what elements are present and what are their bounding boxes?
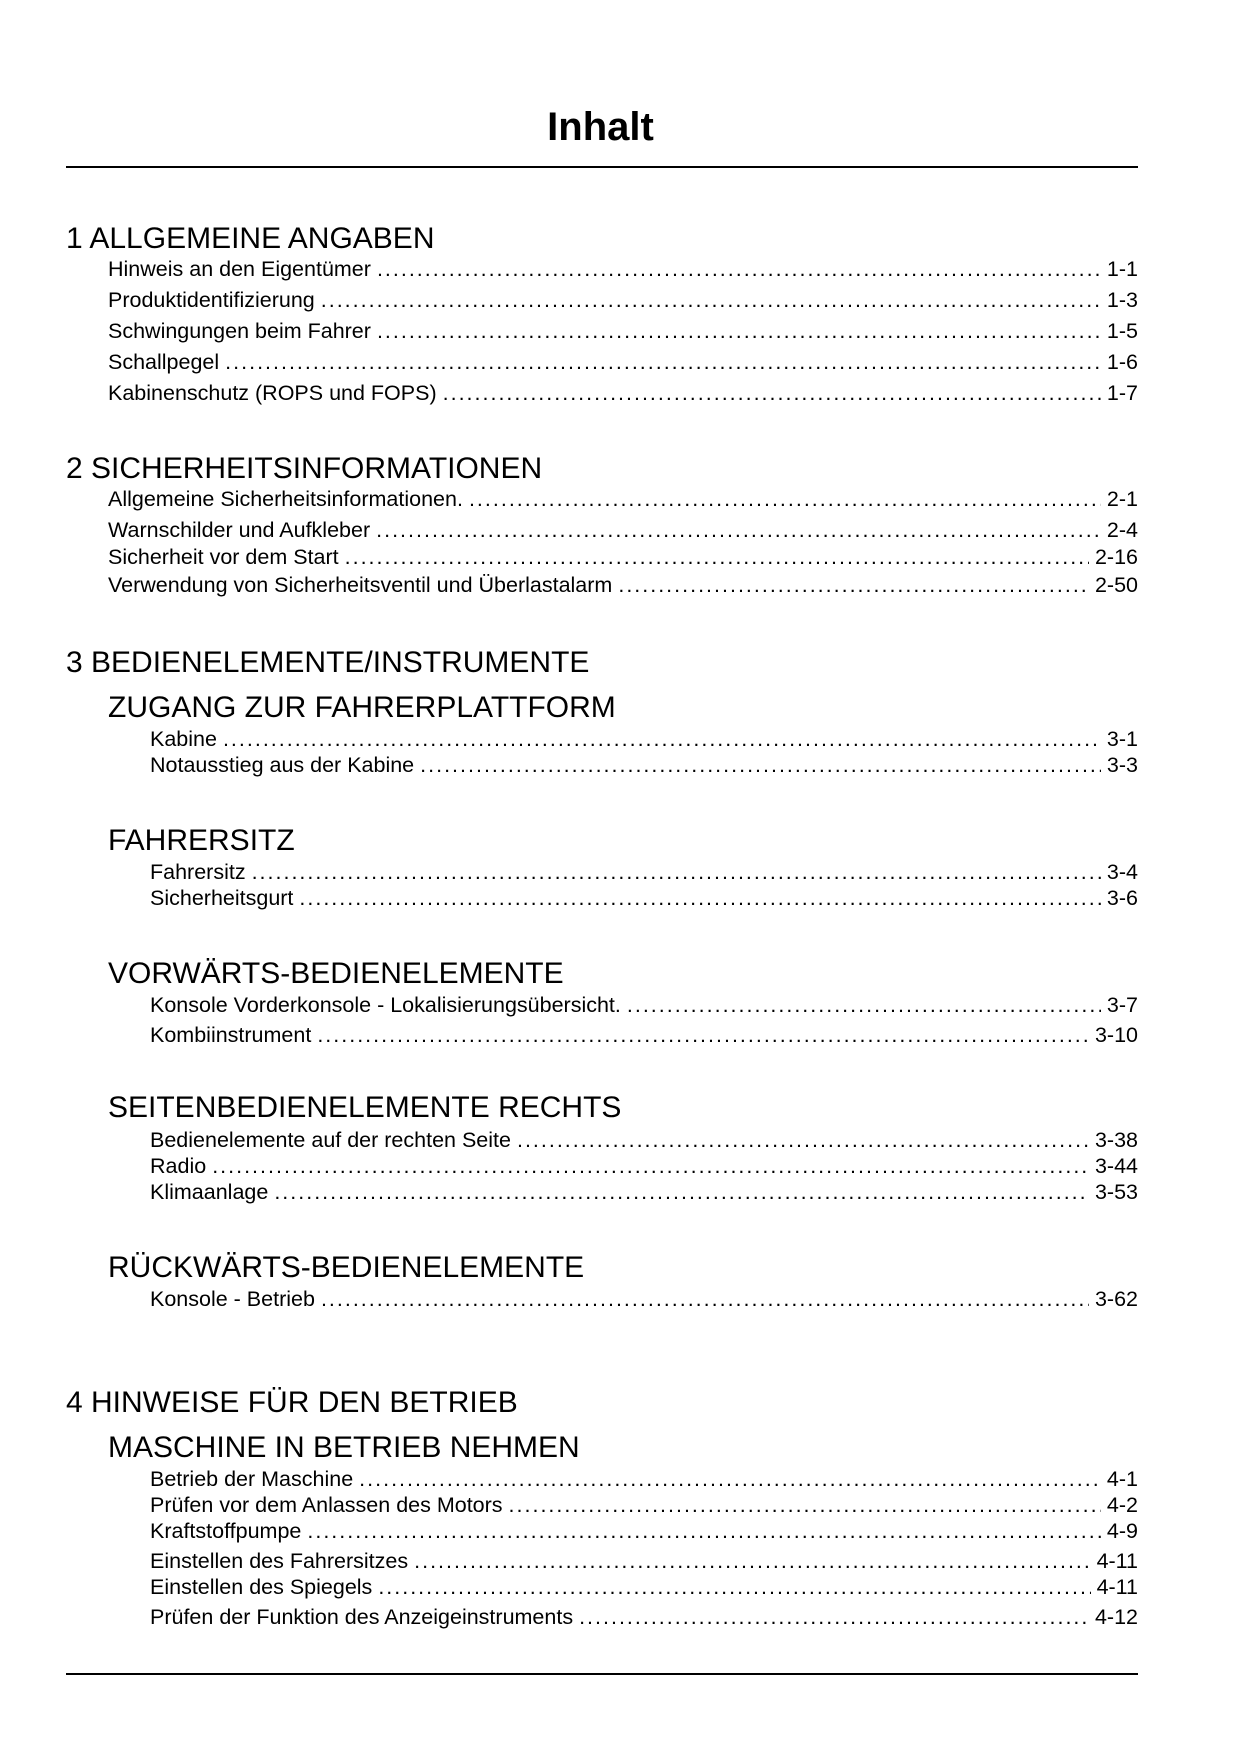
dot-leader (376, 517, 1101, 543)
section-heading: RÜCKWÄRTS-BEDIENELEMENTE (108, 1251, 585, 1284)
dot-leader (359, 1466, 1101, 1492)
toc-entry[interactable] (150, 1604, 1138, 1630)
toc-entry-label: Radio (150, 1154, 207, 1178)
section-heading: VORWÄRTS-BEDIENELEMENTE (108, 957, 564, 990)
toc-page-number: 2-16 (1094, 545, 1138, 569)
toc-page-number: 1-3 (1106, 288, 1138, 312)
toc-entry-label: Klimaanlage (150, 1180, 269, 1204)
toc-page-number: 4-11 (1096, 1575, 1138, 1599)
toc-page-number: 4-1 (1106, 1467, 1138, 1491)
dot-leader (509, 1492, 1101, 1518)
toc-entry[interactable] (150, 1179, 1138, 1205)
toc-entry-label: Verwendung von Sicherheitsventil und Überlastalarm (108, 573, 613, 597)
chapter-heading: 2 SICHERHEITSINFORMATIONEN (66, 452, 543, 485)
toc-entry-label: Kabine (150, 727, 217, 751)
toc-entry-label: Sicherheitsgurt (150, 886, 294, 910)
toc-entry[interactable] (108, 517, 1138, 543)
dot-leader (274, 1179, 1089, 1205)
toc-page-number: 1-7 (1106, 381, 1138, 405)
section-heading: FAHRERSITZ (108, 824, 295, 857)
toc-page-number: 4-2 (1106, 1493, 1138, 1517)
toc-entry-label: Einstellen des Spiegels (150, 1575, 373, 1599)
dot-leader (223, 726, 1101, 752)
dot-leader (618, 572, 1089, 598)
dot-leader (378, 1574, 1090, 1600)
dot-leader (377, 256, 1101, 282)
toc-page-number: 3-3 (1106, 753, 1138, 777)
dot-leader (225, 349, 1101, 375)
dot-leader (377, 318, 1101, 344)
toc-page-number: 4-12 (1094, 1605, 1138, 1629)
dot-leader (212, 1153, 1089, 1179)
section-heading: SEITENBEDIENELEMENTE RECHTS (108, 1091, 622, 1124)
toc-entry[interactable] (108, 544, 1138, 570)
toc-page-number: 1-6 (1106, 350, 1138, 374)
toc-entry[interactable] (150, 885, 1138, 911)
toc-entry-label: Kraftstoffpumpe (150, 1519, 302, 1543)
section-heading: MASCHINE IN BETRIEB NEHMEN (108, 1431, 580, 1464)
toc-entry-label: Einstellen des Fahrersitzes (150, 1549, 409, 1573)
dot-leader (321, 287, 1101, 313)
toc-entry-label: Bedienelemente auf der rechten Seite (150, 1128, 511, 1152)
toc-page-number: 3-1 (1106, 727, 1138, 751)
dot-leader (469, 486, 1101, 512)
page-title: Inhalt (547, 105, 654, 149)
toc-entry-label: Konsole Vorderkonsole - Lokalisierungsübersicht. (150, 993, 621, 1017)
dot-leader (321, 1286, 1089, 1312)
toc-entry-label: Warnschilder und Aufkleber (108, 518, 371, 542)
section-heading: ZUGANG ZUR FAHRERPLATTFORM (108, 691, 616, 724)
dot-leader (307, 1518, 1101, 1544)
chapter-heading: 1 ALLGEMEINE ANGABEN (66, 222, 435, 255)
toc-entry[interactable] (150, 859, 1138, 885)
toc-entry-label: Fahrersitz (150, 860, 246, 884)
toc-entry[interactable] (150, 1548, 1138, 1574)
toc-entry[interactable] (150, 1153, 1138, 1179)
toc-entry-label: Schallpegel (108, 350, 220, 374)
toc-entry-label: Allgemeine Sicherheitsinformationen. (108, 487, 463, 511)
toc-page-number: 1-1 (1106, 257, 1138, 281)
toc-entry[interactable] (150, 1286, 1138, 1312)
toc-entry-label: Produktidentifizierung (108, 288, 315, 312)
toc-entry[interactable] (108, 572, 1138, 598)
toc-entry[interactable] (108, 256, 1138, 282)
toc-entry-label: Schwingungen beim Fahrer (108, 319, 371, 343)
toc-page-number: 3-62 (1094, 1287, 1138, 1311)
toc-entry[interactable] (150, 1518, 1138, 1544)
bottom-divider (66, 1673, 1138, 1675)
toc-entry[interactable] (150, 1127, 1138, 1153)
toc-page-number: 4-11 (1096, 1549, 1138, 1573)
toc-entry[interactable] (150, 726, 1138, 752)
toc-entry-label: Hinweis an den Eigentümer (108, 257, 371, 281)
toc-page-number: 3-4 (1106, 860, 1138, 884)
dot-leader (252, 859, 1101, 885)
toc-page-number: 3-53 (1094, 1180, 1138, 1204)
toc-page-number: 3-6 (1106, 886, 1138, 910)
toc-page-number: 3-44 (1094, 1154, 1138, 1178)
toc-page-number: 3-38 (1094, 1128, 1138, 1152)
toc-entry[interactable] (150, 752, 1138, 778)
toc-entry-label: Betrieb der Maschine (150, 1467, 354, 1491)
top-divider (66, 166, 1138, 168)
chapter-heading: 3 BEDIENELEMENTE/INSTRUMENTE (66, 646, 590, 679)
dot-leader (317, 1022, 1089, 1048)
toc-page-number: 1-5 (1106, 319, 1138, 343)
dot-leader (345, 544, 1089, 570)
toc-entry[interactable] (108, 349, 1138, 375)
dot-leader (579, 1604, 1089, 1630)
dot-leader (627, 992, 1101, 1018)
toc-entry[interactable] (108, 287, 1138, 313)
dot-leader (443, 380, 1101, 406)
toc-entry-label: Prüfen vor dem Anlassen des Motors (150, 1493, 503, 1517)
toc-entry[interactable] (108, 486, 1138, 512)
toc-entry-label: Konsole - Betrieb (150, 1287, 315, 1311)
toc-entry-label: Prüfen der Funktion des Anzeigeinstruments (150, 1605, 574, 1629)
toc-page-number: 2-1 (1106, 487, 1138, 511)
dot-leader (414, 1548, 1090, 1574)
dot-leader (299, 885, 1101, 911)
toc-page-number: 2-50 (1094, 573, 1138, 597)
toc-entry-label: Kombiinstrument (150, 1023, 312, 1047)
toc-entry[interactable] (150, 1492, 1138, 1518)
dot-leader (420, 752, 1101, 778)
toc-entry[interactable] (150, 1022, 1138, 1048)
toc-entry[interactable] (108, 380, 1138, 406)
toc-entry-label: Notausstieg aus der Kabine (150, 753, 415, 777)
chapter-heading: 4 HINWEISE FÜR DEN BETRIEB (66, 1386, 518, 1419)
toc-page-number: 3-7 (1106, 993, 1138, 1017)
toc-page-number: 2-4 (1106, 518, 1138, 542)
toc-entry[interactable] (150, 992, 1138, 1018)
toc-entry-label: Sicherheit vor dem Start (108, 545, 339, 569)
toc-entry-label: Kabinenschutz (ROPS und FOPS) (108, 381, 437, 405)
toc-entry[interactable] (108, 318, 1138, 344)
toc-entry[interactable] (150, 1574, 1138, 1600)
toc-page-number: 4-9 (1106, 1519, 1138, 1543)
dot-leader (517, 1127, 1089, 1153)
toc-entry[interactable] (150, 1466, 1138, 1492)
toc-page-number: 3-10 (1094, 1023, 1138, 1047)
